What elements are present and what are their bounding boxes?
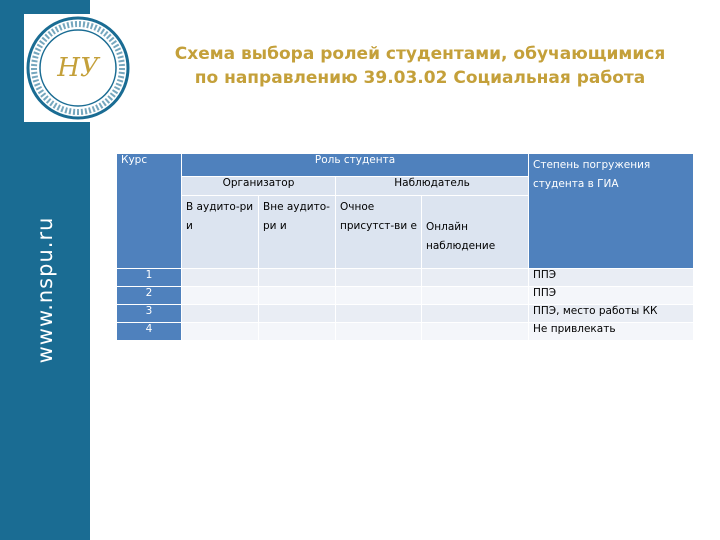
header-depth: Степень погружения студента в ГИА [529, 154, 694, 269]
row-depth: Не привлекать [529, 323, 694, 341]
svg-text:НУ: НУ [57, 53, 99, 83]
sub-in-classroom: В аудито-ри и [182, 196, 259, 269]
row-depth: ППЭ, место работы КК [529, 305, 694, 323]
table-row [117, 269, 694, 287]
header-organizer: Организатор [182, 177, 336, 196]
table-row [117, 323, 694, 341]
sub-online: Онлайн наблюдение [422, 196, 529, 269]
row-depth: ППЭ [529, 287, 694, 305]
site-url[interactable]: www.nspu.ru [33, 216, 57, 364]
seal-icon [24, 14, 132, 122]
header-course: Курс [117, 154, 182, 269]
table-row [117, 305, 694, 323]
sub-in-person: Очное присутст-ви е [336, 196, 422, 269]
row-course: 1 [117, 269, 182, 287]
check-mark-icon [336, 287, 422, 305]
row-course: 2 [117, 287, 182, 305]
university-logo [24, 14, 132, 122]
check-mark-icon [422, 287, 529, 305]
page-title [160, 42, 680, 90]
check-mark-icon [422, 269, 529, 287]
row-course: 3 [117, 305, 182, 323]
check-mark-icon [182, 305, 259, 323]
row-depth: ППЭ [529, 269, 694, 287]
table-row [117, 287, 694, 305]
title-line-1: Схема выбора ролей студентами, обучающимися [174, 44, 666, 64]
header-observer: Наблюдатель [336, 177, 529, 196]
header-role: Роль студента [182, 154, 529, 177]
sub-out-classroom: Вне аудито-ри и [259, 196, 336, 269]
title-line-2: по направлению 39.03.02 Социальная работа [194, 68, 646, 88]
roles-table [116, 153, 694, 341]
check-mark-icon [259, 269, 336, 287]
row-course: 4 [117, 323, 182, 341]
